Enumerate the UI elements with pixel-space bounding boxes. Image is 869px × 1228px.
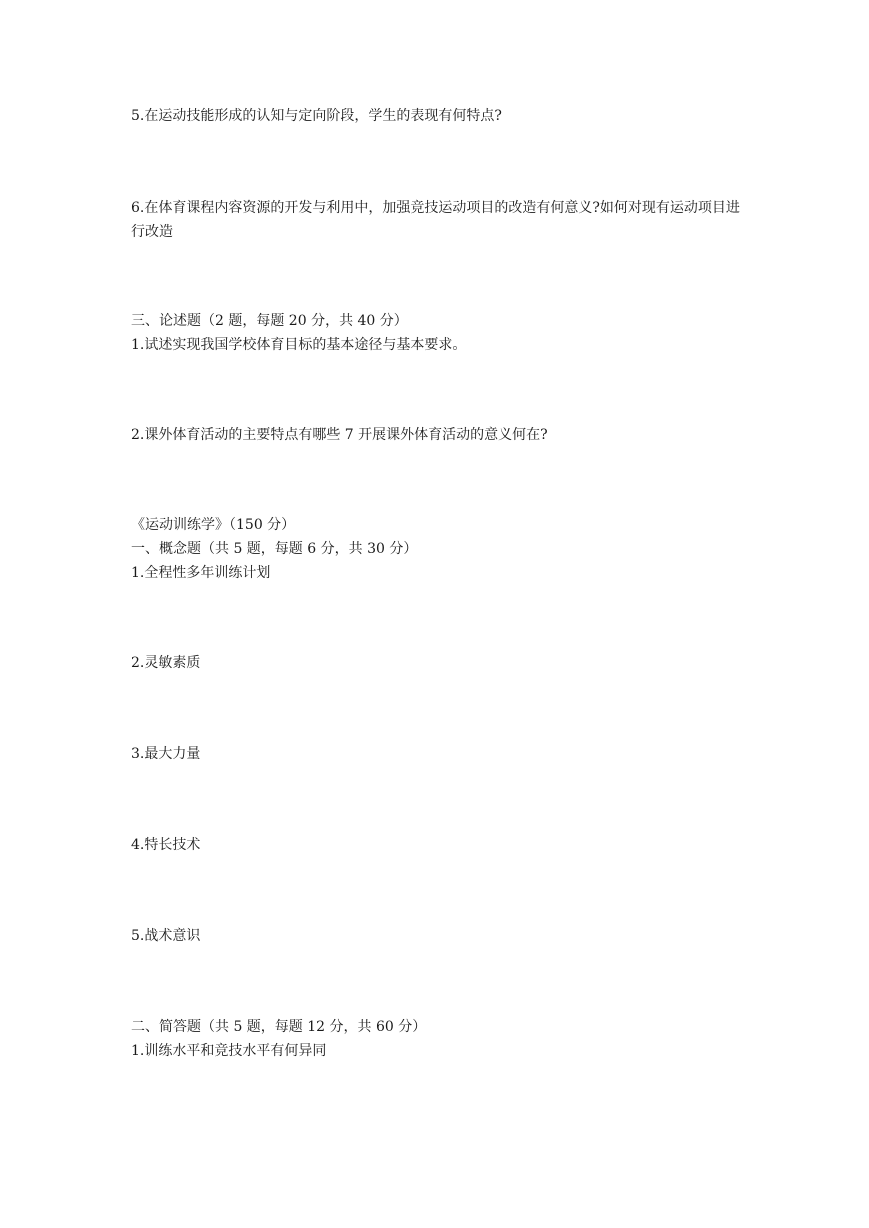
question-text: 6.在体育课程内容资源的开发与利用中，加强竞技运动项目的改造有何意义?如何对现有运动项目进行改造 [131, 200, 740, 240]
section-heading: 三、论述题（2 题，每题 20 分，共 40 分） [131, 313, 408, 329]
question-text: 1.试述实现我国学校体育目标的基本途径与基本要求。 [131, 337, 467, 353]
section-heading: 一、概念题（共 5 题，每题 6 分，共 30 分） [131, 541, 418, 557]
subject-title: 《运动训练学》（150 分） [131, 517, 296, 533]
question-text: 1.全程性多年训练计划 [131, 565, 271, 581]
question-text: 5.在运动技能形成的认知与定向阶段，学生的表现有何特点? [131, 108, 502, 124]
section-heading: 二、简答题（共 5 题，每题 12 分，共 60 分） [131, 1019, 427, 1035]
question-text: 2.灵敏素质 [131, 655, 201, 671]
question-text: 1.训练水平和竞技水平有何异同 [131, 1043, 327, 1059]
question-text: 5.战术意识 [131, 928, 201, 944]
question-text: 2.课外体育活动的主要特点有哪些 7 开展课外体育活动的意义何在? [131, 427, 548, 443]
question-text: 4.特长技术 [131, 837, 201, 853]
question-text: 3.最大力量 [131, 746, 201, 762]
